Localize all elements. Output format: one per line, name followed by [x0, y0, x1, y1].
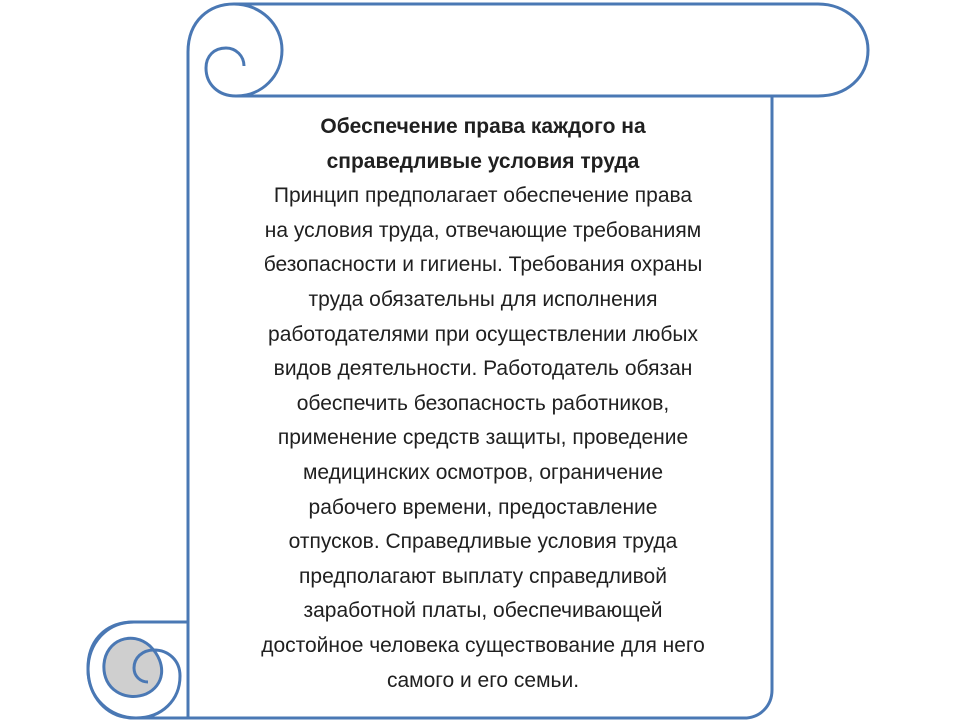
slide-title	[196, 110, 770, 179]
title-line-1: Обеспечение права каждого на	[320, 115, 646, 138]
body-line: безопасности и гигиены. Требования охраны	[263, 253, 703, 277]
body-line: предполагают выплату справедливой	[299, 564, 667, 588]
body-line: Принцип предполагает обеспечение права	[273, 184, 693, 208]
body-line: достойное человека существование для него	[261, 633, 705, 657]
body-line: рабочего времени, предоставление	[308, 495, 658, 519]
body-line: отпусков. Справедливые условия труда	[288, 530, 678, 554]
slide-body	[196, 179, 770, 698]
body-line: обеспечить безопасность работников,	[296, 391, 670, 415]
body-line: самого и его семьи.	[386, 668, 580, 692]
body-line: медицинских осмотров, ограничение	[302, 460, 664, 484]
scroll-text	[196, 110, 770, 698]
body-line: заработной платы, обеспечивающей	[303, 599, 663, 623]
body-line: труда обязательны для исполнения	[308, 287, 658, 311]
title-line-2: справедливые условия труда	[326, 149, 640, 173]
body-line: видов деятельности. Работодатель обязан	[273, 357, 693, 381]
body-line: применение средств защиты, проведение	[277, 426, 689, 450]
body-line: на условия труда, отвечающие требованиям	[264, 218, 702, 242]
body-line: работодателями при осуществлении любых	[268, 322, 698, 346]
